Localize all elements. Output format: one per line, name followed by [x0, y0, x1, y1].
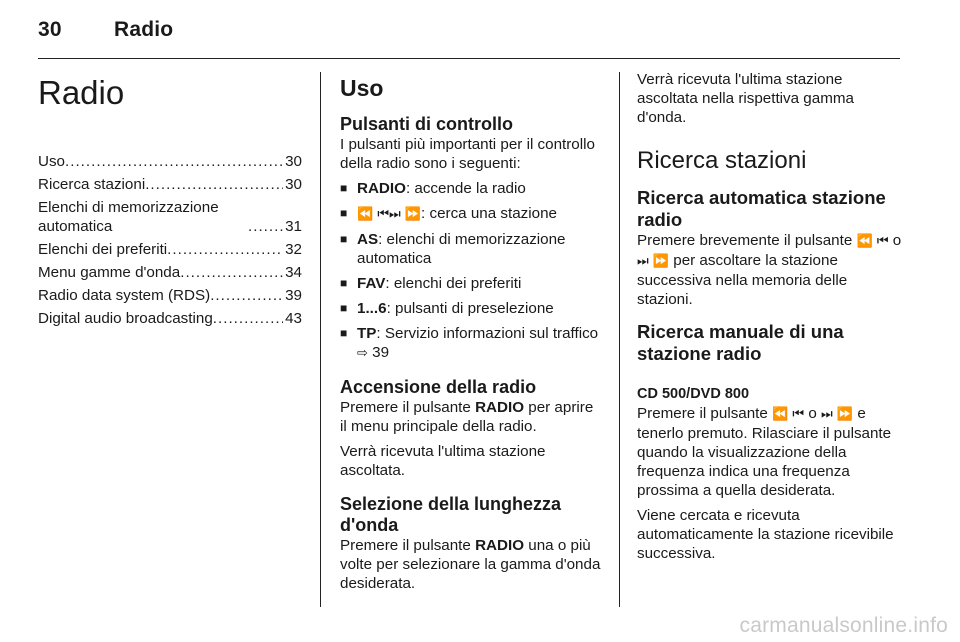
- waveband-text: Premere il pulsante RADIO una o più volte per selezionare la gamma d'onda desiderata.: [340, 537, 601, 592]
- manual-search-text: Premere il pulsante ⏪ ⏮ o ⏭ ⏩ e tenerlo premuto. Rilasciare il pulsante quando la visualizzazione della frequenza indica una frequenza prossima a quella desiderata.: [637, 405, 892, 499]
- subsection-title-power-on: Accensione della radio: [340, 377, 537, 397]
- page-number: 30: [38, 18, 62, 41]
- running-section-title: Radio: [114, 18, 174, 41]
- toc-leader: [145, 175, 283, 194]
- list-item: [340, 230, 604, 268]
- uso-column: [340, 70, 604, 599]
- seek-back-icon: ⏪ ⏮: [856, 234, 889, 249]
- toc-entry[interactable]: [38, 286, 302, 305]
- control-desc: : cerca una stazione: [421, 205, 557, 222]
- toc-leader: [210, 286, 283, 305]
- control-desc: : elenchi dei preferiti: [385, 275, 522, 292]
- toc-entry[interactable]: [38, 198, 302, 236]
- toc-entry[interactable]: [38, 240, 302, 259]
- search-column: [637, 70, 903, 569]
- control-key: RADIO: [357, 180, 406, 197]
- toc-leader: [180, 263, 283, 282]
- toc-entry-label: Uso: [38, 153, 66, 170]
- page-reference[interactable]: 39: [372, 344, 390, 361]
- toc-entry-label: Radio data system (RDS): [38, 287, 211, 304]
- toc-leader: [65, 152, 283, 171]
- toc-entry-page: 39: [285, 287, 302, 304]
- control-desc: : accende la radio: [405, 180, 526, 197]
- toc-entry-page: 30: [285, 153, 302, 170]
- control-key: AS: [357, 231, 379, 248]
- list-item: [340, 324, 604, 363]
- toc-entry[interactable]: [38, 152, 302, 171]
- toc-entry[interactable]: [38, 263, 302, 282]
- seek-buttons-icon: ⏪ ⏮⏭ ⏩: [357, 207, 422, 222]
- seek-forward-icon: ⏭ ⏩: [821, 407, 854, 422]
- toc-leader: [167, 240, 283, 259]
- seek-forward-icon: ⏭ ⏩: [637, 254, 670, 269]
- column-divider: [619, 72, 620, 607]
- toc-entry-page: 43: [285, 310, 302, 327]
- subsection-title-controls: Pulsanti di controllo: [340, 114, 514, 134]
- control-desc: : pulsanti di preselezione: [386, 300, 554, 317]
- toc-entry-page: 31: [285, 218, 302, 235]
- subsection-title-auto-search: Ricerca automatica stazione radio: [637, 187, 886, 230]
- waveband-continuation: Verrà ricevuta l'ultima stazione ascoltata nella rispettiva gamma d'onda.: [637, 71, 854, 126]
- control-key: FAV: [357, 275, 386, 292]
- section-title-search: Ricerca stazioni: [637, 147, 807, 174]
- model-title: CD 500/DVD 800: [637, 386, 750, 402]
- control-desc: : elenchi di memorizzazione automatica: [357, 231, 566, 267]
- seek-back-icon: ⏪ ⏮: [772, 407, 805, 422]
- controls-intro: I pulsanti più importanti per il controllo della radio sono i seguenti:: [340, 136, 595, 172]
- toc-column: [38, 70, 302, 332]
- control-key: 1...6: [357, 300, 387, 317]
- watermark: carmanualsonline.info: [739, 614, 948, 637]
- page-reference-icon[interactable]: ⇨: [357, 346, 368, 361]
- control-desc: : Servizio informazioni sul traffico: [376, 325, 599, 342]
- toc-entry-label: Digital audio broadcasting: [38, 310, 213, 327]
- toc-leader: [248, 217, 283, 236]
- control-key: TP: [357, 325, 377, 342]
- subsection-title-waveband: Selezione della lunghezza d'onda: [340, 494, 562, 535]
- toc-entry-page: 32: [285, 241, 302, 258]
- table-of-contents: [38, 152, 302, 328]
- header-rule: [38, 58, 900, 59]
- toc-entry-label: Elenchi di memorizzazione automatica: [38, 199, 219, 235]
- toc-entry-label: Elenchi dei preferiti: [38, 241, 168, 258]
- power-on-text: Premere il pulsante RADIO per aprire il menu principale della radio.: [340, 399, 594, 435]
- toc-entry-label: Ricerca stazioni: [38, 176, 146, 193]
- list-item: [340, 299, 604, 318]
- toc-entry[interactable]: [38, 175, 302, 194]
- controls-list: [340, 179, 604, 363]
- list-item: [340, 274, 604, 293]
- toc-entry[interactable]: [38, 309, 302, 328]
- radio-key: RADIO: [475, 399, 525, 416]
- manual-search-text-2: Viene cercata e ricevuta automaticamente la stazione ricevibile successiva.: [637, 507, 894, 562]
- list-item: [340, 204, 604, 224]
- power-on-text-2: Verrà ricevuta l'ultima stazione ascoltata.: [340, 443, 546, 479]
- page-header: [38, 18, 173, 42]
- radio-key: RADIO: [475, 537, 525, 554]
- toc-entry-page: 34: [285, 264, 302, 281]
- toc-leader: [213, 309, 283, 328]
- column-divider: [320, 72, 321, 607]
- toc-entry-label: Menu gamme d'onda: [38, 264, 181, 281]
- chapter-title: Radio: [38, 74, 125, 111]
- toc-entry-page: 30: [285, 176, 302, 193]
- auto-search-text: Premere brevemente il pulsante ⏪ ⏮ o ⏭ ⏩ per ascoltare la stazione successiva nella memoria delle stazioni.: [637, 232, 902, 308]
- subsection-title-manual-search: Ricerca manuale di una stazione radio: [637, 321, 844, 364]
- list-item: [340, 179, 604, 198]
- section-title-uso: Uso: [340, 75, 384, 101]
